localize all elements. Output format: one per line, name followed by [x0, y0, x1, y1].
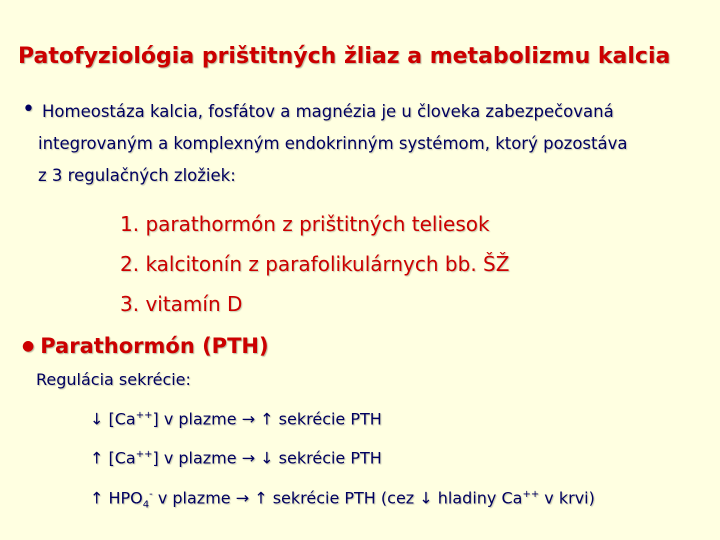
list-item: 1. parathormón z prištitných teliesok	[120, 212, 490, 236]
regulatory-components-list	[120, 204, 509, 324]
list-item: 3. vitamín D	[120, 292, 243, 316]
paragraph-line-3: z 3 regulačných zložiek:	[38, 166, 236, 185]
regulation-rule: ↑ $HPO_4^-$ v plazme → ↑ sekrécie PTH (cez ↓ hladiny Ca++ v krvi)	[90, 487, 595, 511]
bullet-marker: •	[22, 97, 35, 122]
regulation-rules	[90, 398, 595, 523]
homeostasis-paragraph	[22, 96, 702, 192]
paragraph-line-2: integrovaným a komplexným endokrinným systémom, ktorý pozostáva	[38, 134, 628, 153]
regulation-rule: ↓ [Ca++] v plazme → ↑ sekrécie PTH	[90, 409, 382, 429]
pth-heading-text: Parathormón (PTH)	[40, 334, 269, 358]
list-item: 2. kalcitonín z parafolikulárnych bb. ŠŽ	[120, 252, 510, 276]
pth-heading	[22, 334, 269, 358]
regulation-rule: ↑ [Ca++] v plazme → ↓ sekrécie PTH	[90, 448, 382, 468]
bullet-marker: ●	[22, 338, 35, 354]
paragraph-line-1: Homeostáza kalcia, fosfátov a magnézia je u človeka zabezpečovaná	[42, 102, 614, 121]
slide-title: Patofyziológia prištitných žliaz a metabolizmu kalcia	[18, 44, 671, 69]
regulation-label: Regulácia sekrécie:	[36, 370, 191, 389]
